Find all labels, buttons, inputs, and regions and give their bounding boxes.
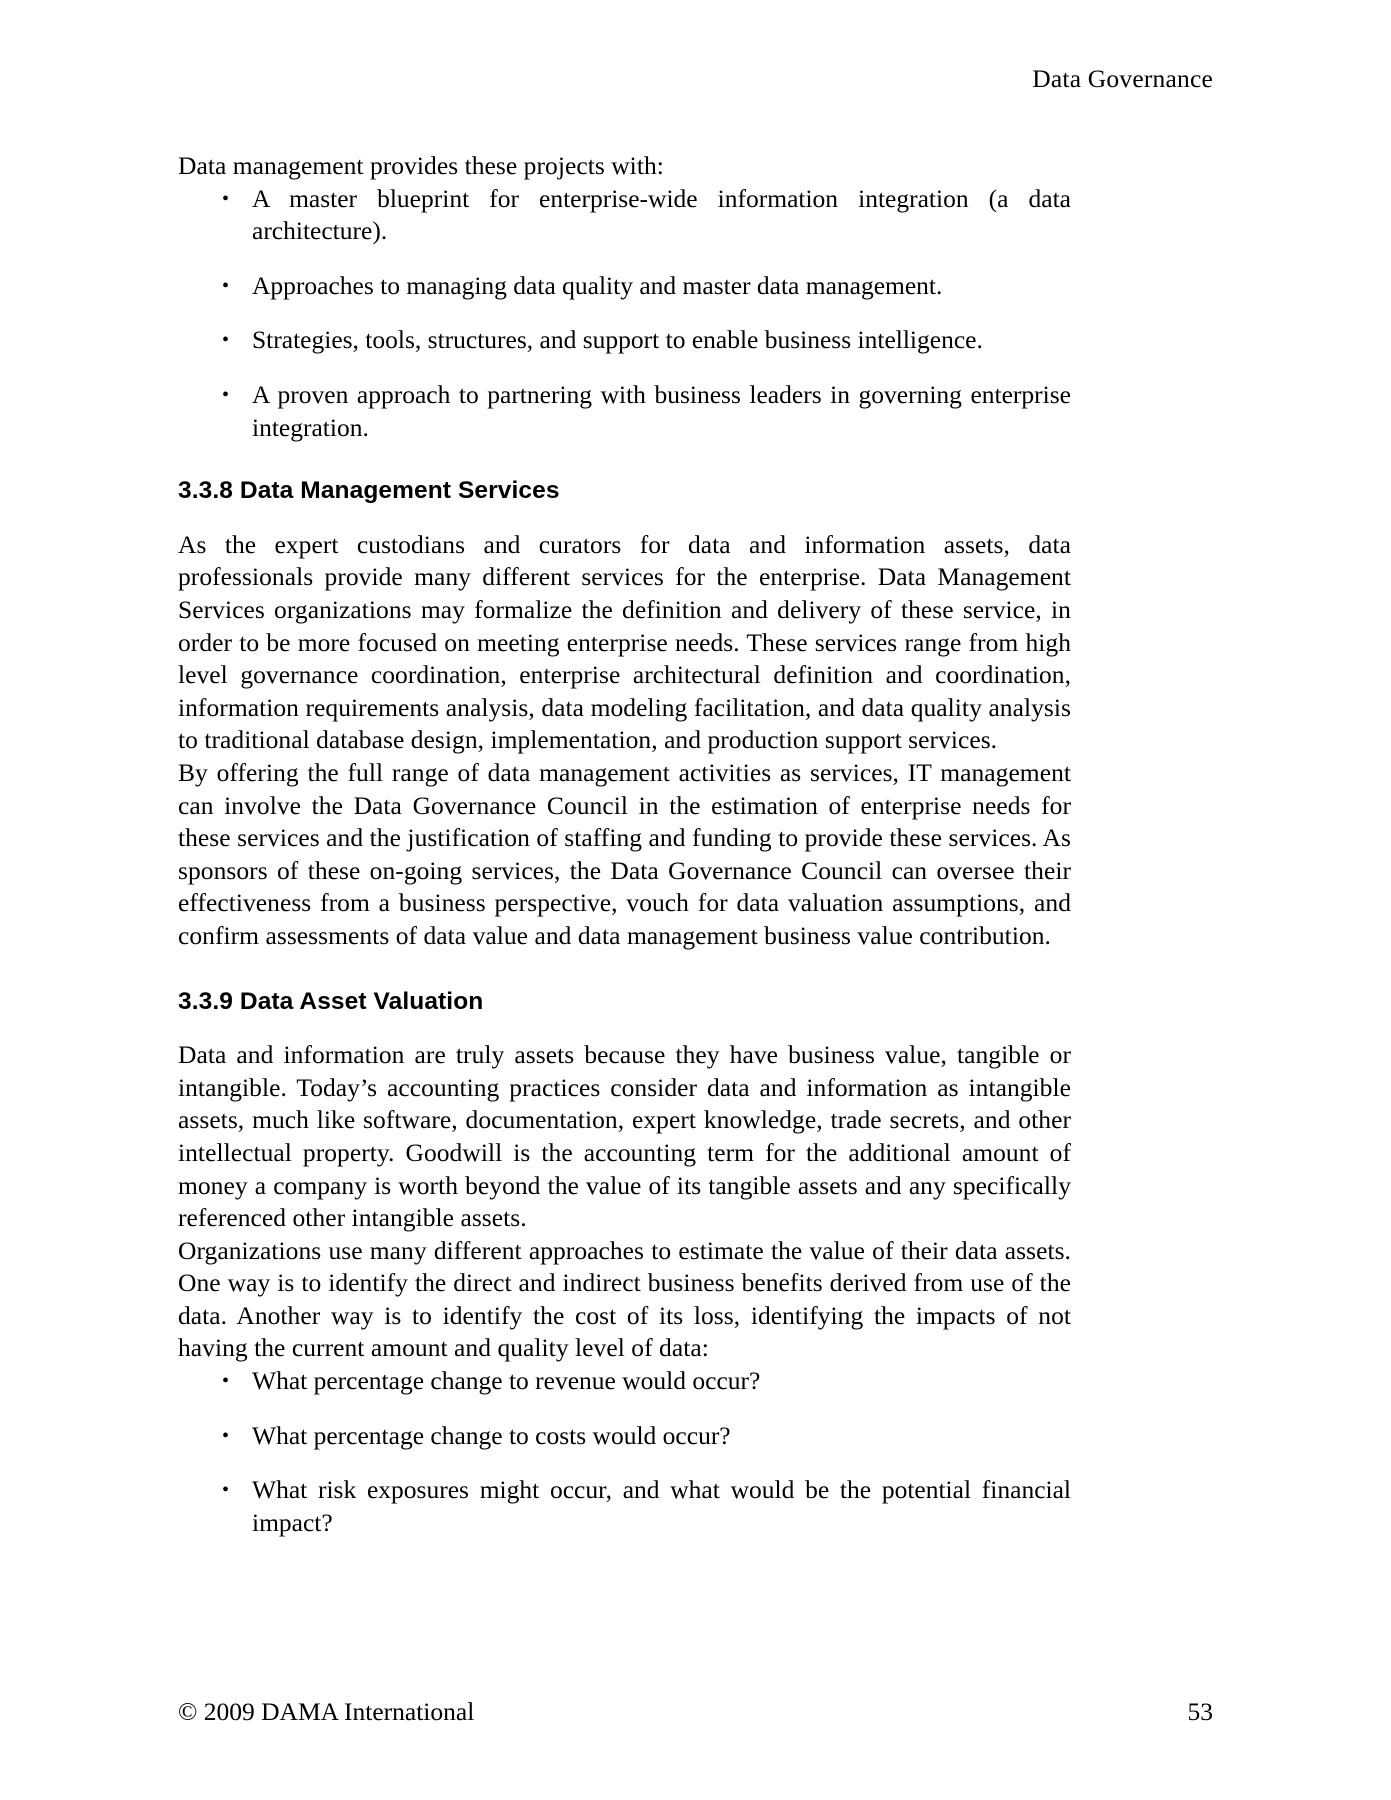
bullet-icon: • <box>222 187 230 210</box>
section-338-paragraph-1: As the expert custodians and curators for data and information assets, data professionals provide many different services for the enterprise. Data Management Services organizations may formalize the definition and delivery of these service, in order to be more focused on meeting enterprise needs. These services range from high level governance coordination, enterprise architectural definition and coordination, information requirements analysis, data modeling facilitation, and data quality analysis to traditional database design, implementation, and production support services. <box>178 529 1071 755</box>
list-item <box>178 1474 1071 1539</box>
section-339-paragraph-1: Data and information are truly assets because they have business value, tangible or intangible. Today’s accounting practices consider data and information as intangible assets, much like software, documentation, expert knowledge, trade secrets, and other intellectual property. Goodwill is the accounting term for the additional amount of money a company is worth beyond the value of its tangible assets and any specifically referenced other intangible assets. <box>178 1040 1071 1233</box>
bullet-icon: • <box>222 274 230 297</box>
list-item-label: What percentage change to revenue would occur? <box>252 1366 761 1396</box>
section-338-paragraph-2: By offering the full range of data management activities as services, IT management can involve the Data Governance Council in the estimation of enterprise needs for these services and the justification of staffing and funding to provide these services. As sponsors of these on-going services, the Data Governance Council can oversee their effectiveness from a business perspective, vouch for data valuation assumptions, and confirm assessments of data value and data management business value contribution. <box>178 757 1071 950</box>
footer-copyright: © 2009 DAMA International <box>178 1697 475 1727</box>
running-header-title: Data Governance <box>1032 64 1213 93</box>
page-footer <box>178 1697 1213 1728</box>
bullet-icon: • <box>222 1424 230 1447</box>
bullet-icon: • <box>222 383 230 406</box>
section-339-heading-block <box>178 987 1071 1018</box>
list-item <box>178 1420 1071 1453</box>
running-header <box>178 64 1213 95</box>
list-item-label: Strategies, tools, structures, and support to enable business intelligence. <box>252 325 983 355</box>
valuation-bullet-list <box>178 1365 1071 1539</box>
bullet-icon: • <box>222 1479 230 1502</box>
list-item-label: What risk exposures might occur, and what would be the potential financial impact? <box>252 1475 1071 1537</box>
bullet-icon: • <box>222 329 230 352</box>
intro-bullet-list <box>178 183 1071 445</box>
list-item <box>178 324 1071 357</box>
list-item-label: A master blueprint for enterprise-wide information integration (a data architecture). <box>252 183 1071 246</box>
bullet-icon: • <box>222 1370 230 1393</box>
list-item <box>178 379 1071 444</box>
section-heading-338: 3.3.8 Data Management Services <box>178 477 560 505</box>
list-item-label: What percentage change to costs would occur? <box>252 1420 731 1450</box>
footer-page-number: 53 <box>1187 1697 1213 1727</box>
section-heading-339: 3.3.9 Data Asset Valuation <box>178 987 484 1015</box>
intro-paragraph: Data management provides these projects with: <box>178 151 664 180</box>
list-item <box>178 270 1071 303</box>
list-item <box>178 183 1071 248</box>
list-item-label: Approaches to managing data quality and master data management. <box>252 270 943 300</box>
list-item-label: A proven approach to partnering with business leaders in governing enterprise integration. <box>252 379 1071 442</box>
section-338-heading-block <box>178 476 1071 507</box>
page-content <box>178 150 1071 1539</box>
section-339-paragraph-2: Organizations use many different approaches to estimate the value of their data assets. One way is to identify the direct and indirect business benefits derived from use of the data. Another way is to identify the cost of its loss, identifying the impacts of not having the current amount and quality level of data: <box>178 1235 1071 1363</box>
list-item <box>178 1365 1071 1398</box>
